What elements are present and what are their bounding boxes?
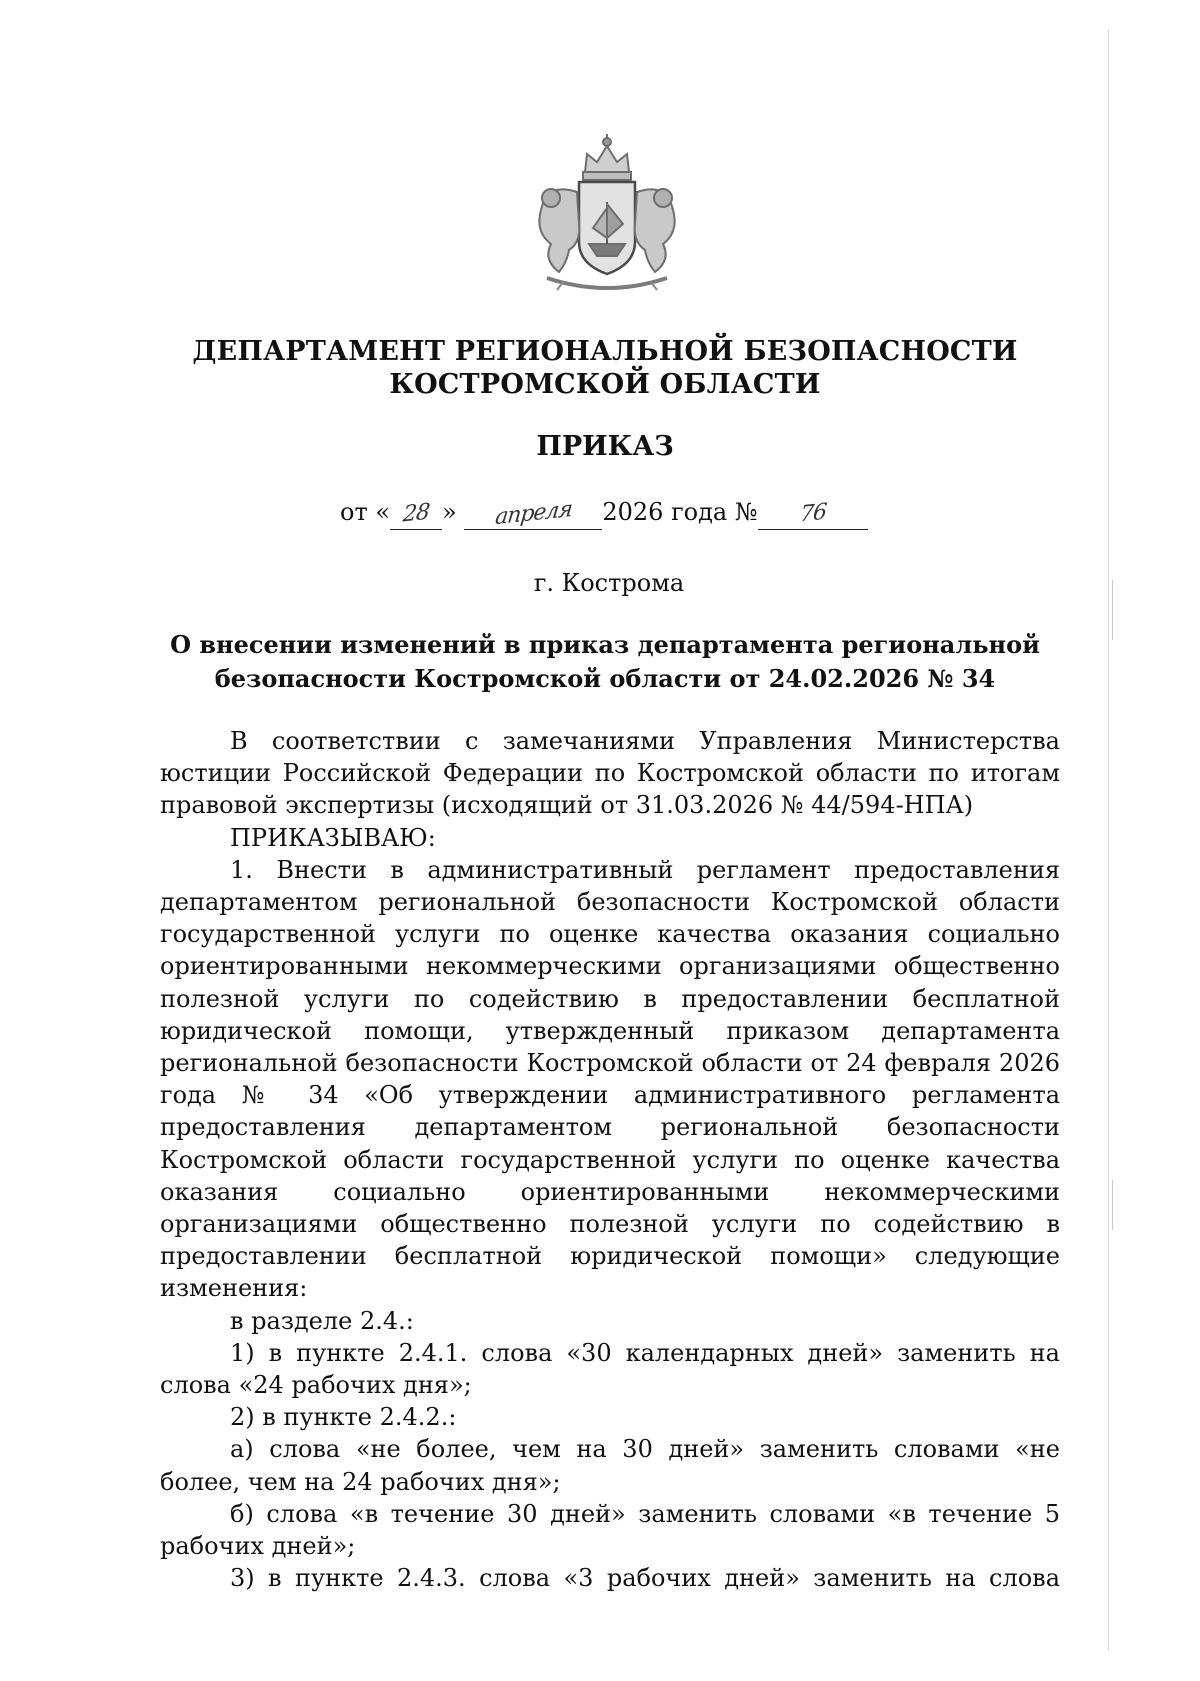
order-year-text: 2026 года №: [602, 498, 758, 526]
order-date-number-line: [340, 494, 900, 534]
scan-edge-mark: [1112, 580, 1113, 640]
body-point-3: 3) в пункте 2.4.3. слова «3 рабочих дней» заменить на слова: [230, 1564, 1060, 1593]
order-number-handwritten: 76: [798, 499, 827, 528]
body-point-2b: б) слова «в течение 30 дней» заменить словами «в течение 5 рабочих дней»;: [160, 1499, 1060, 1561]
order-body: [160, 725, 1060, 1594]
order-day-handwritten: 28: [401, 499, 431, 528]
scan-edge-line: [1108, 30, 1109, 1650]
body-point-2: 2) в пункте 2.4.2.:: [230, 1403, 457, 1432]
body-intro-paragraph: В соответствии с замечаниями Управления Министерства юстиции Российской Федерации по Костромской области по итогам правовой экспертизы (исходящий от 31.03.2026 № 44/594-НПА): [160, 727, 1060, 820]
order-date-prefix: от «: [340, 498, 391, 526]
document-type: ПРИКАЗ: [536, 431, 674, 462]
body-section-line: в разделе 2.4.:: [230, 1306, 414, 1335]
order-month-field: [464, 496, 602, 531]
order-subject: О внесении изменений в приказ департамента региональной безопасности Костромской области от 24.02.2026 № 34: [170, 630, 1040, 693]
body-item-1: 1. Внести в административный регламент предоставления департаментом региональной безопасности Костромской области государственной услуги по оценке качества оказания социально ориентированными некоммерческими организациями общественно полезной услуги по содействию в предоставлении бесплатной юридической помощи, утвержденный приказом департамента региональной безопасности Костромской области от 24 февраля 2026 года № 34 «Об утверждении административного регламента предоставления департаментом региональной безопасности Костромской области государственной услуги по оценке качества оказания социально ориентированными некоммерческими организациями общественно полезной услуги по содействию в предоставлении бесплатной юридической помощи» следующие изменения:: [160, 855, 1060, 1303]
scan-edge-mark: [1112, 1180, 1113, 1230]
city-line: г. Кострома: [533, 569, 685, 597]
body-point-1: 1) в пункте 2.4.1. слова «30 календарных дней» заменить на слова «24 рабочих дня»;: [160, 1338, 1060, 1400]
kostroma-coat-of-arms-icon: [507, 132, 707, 294]
order-month-handwritten: апреля: [493, 496, 574, 531]
body-point-2a: а) слова «не более, чем на 30 дней» заменить словами «не более, чем на 24 рабочих дня»;: [160, 1435, 1060, 1496]
body-order-word: ПРИКАЗЫВАЮ:: [230, 823, 436, 852]
department-name: ДЕПАРТАМЕНТ РЕГИОНАЛЬНОЙ БЕЗОПАСНОСТИ КОСТРОМСКОЙ ОБЛАСТИ: [192, 336, 1018, 400]
order-number-field: [758, 499, 868, 530]
order-day-field: [390, 499, 442, 530]
order-date-quote: »: [442, 498, 457, 526]
